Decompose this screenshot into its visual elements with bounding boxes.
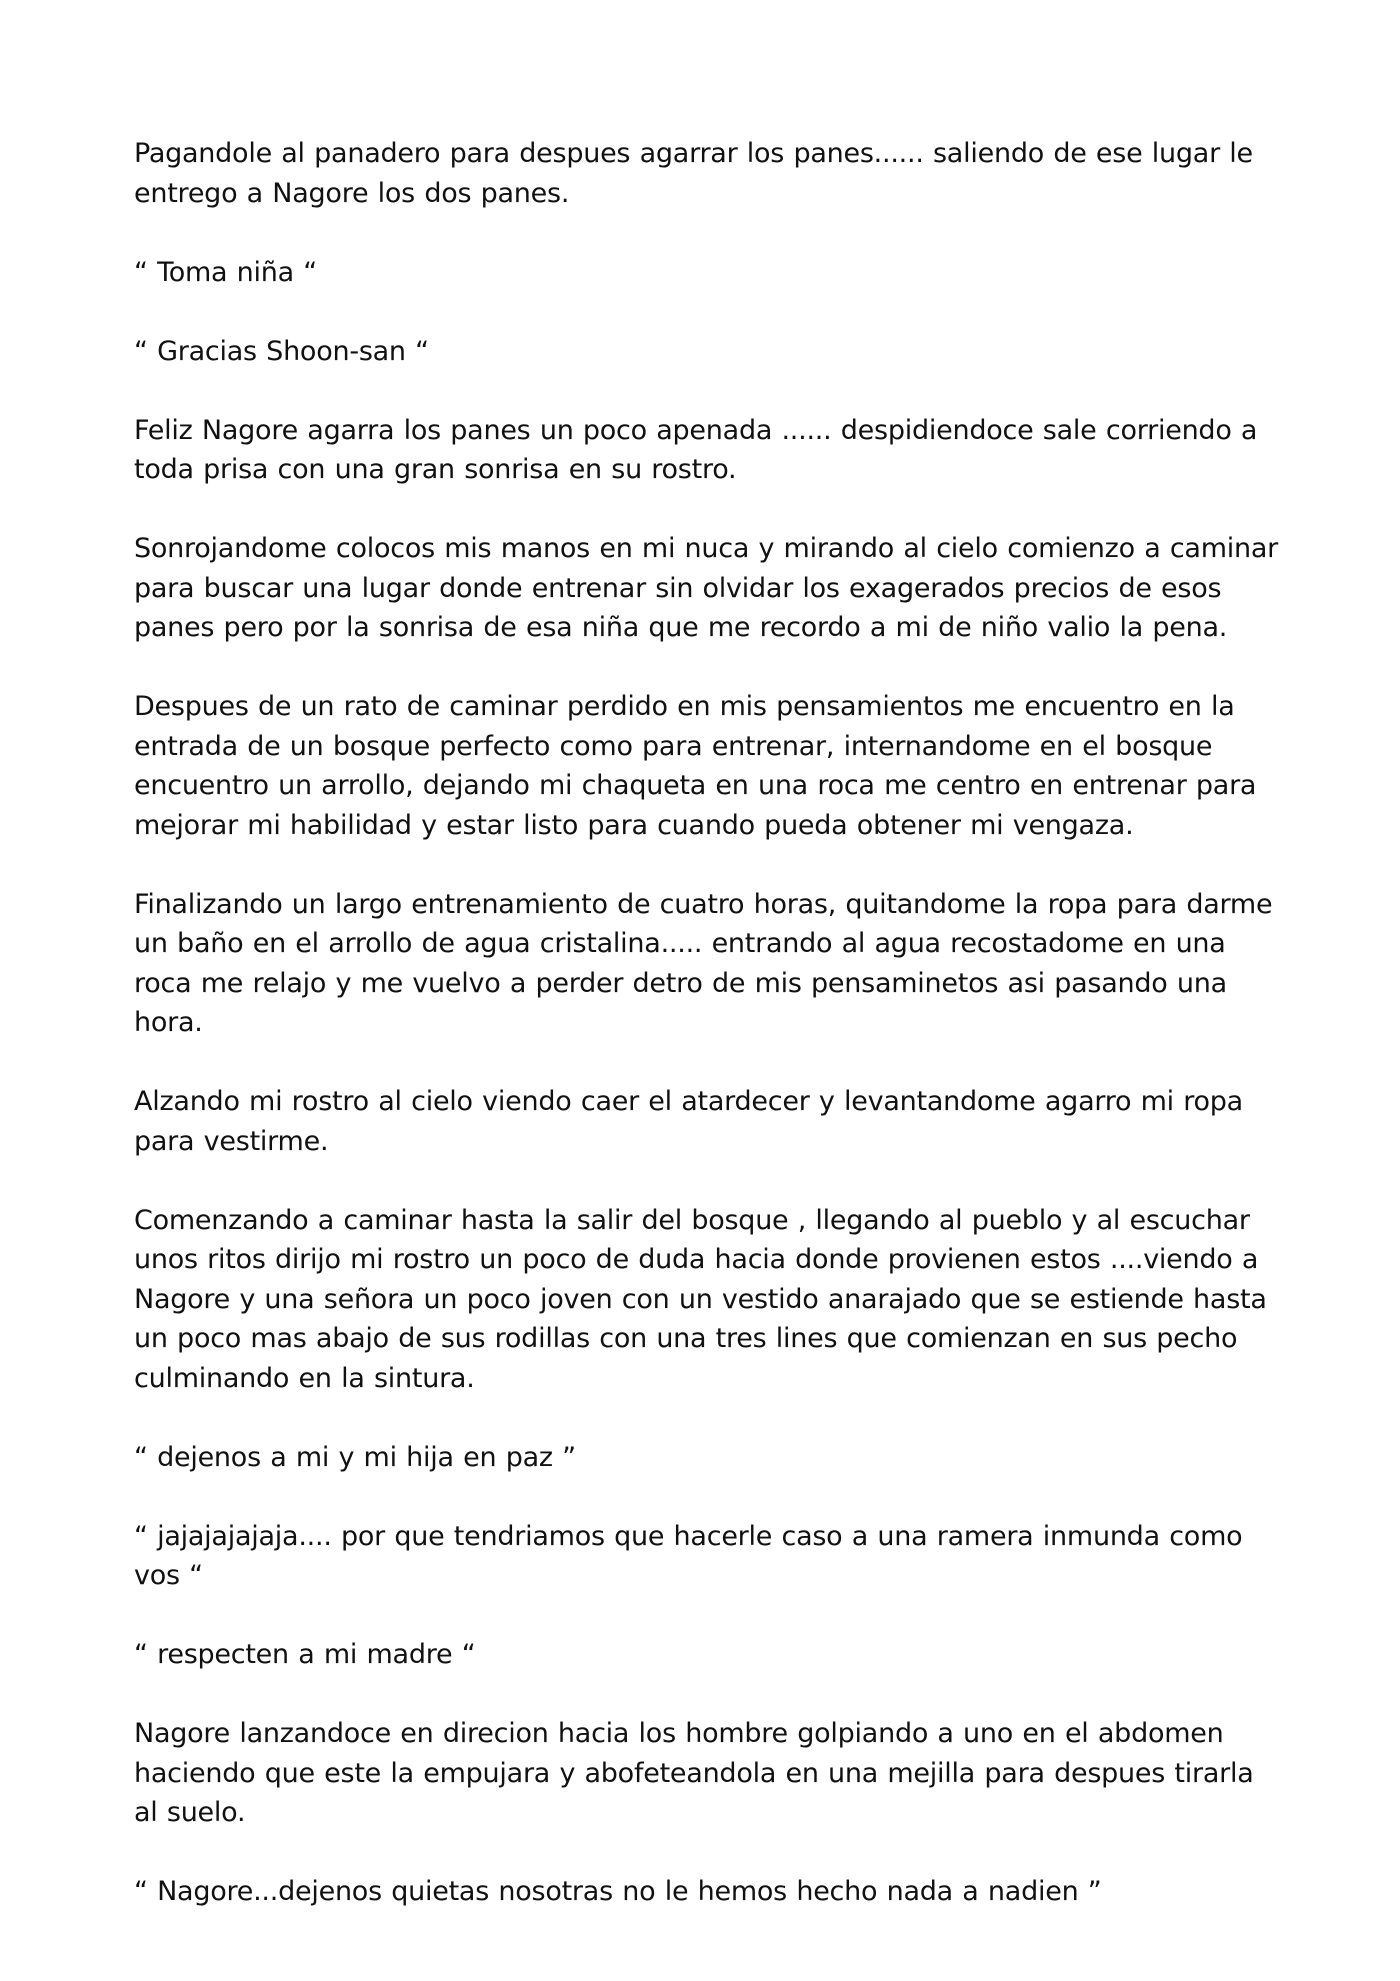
paragraph-narration: Comenzando a caminar hasta la salir del bosque , llegando al pueblo y al escuchar unos ritos dirijo mi rostro un poco de duda hacia donde provienen estos ....viendo a Nagore y una señora un poco joven con un vestido anarajado que se estiende hasta un poco mas abajo de sus rodillas con una tres lines que comienzan en sus pecho culminando en la sintura. [134,1204,1267,1394]
paragraph-narration: Alzando mi rostro al cielo viendo caer el atardecer y levantandome agarro mi ropa para vestirme. [134,1086,1243,1157]
paragraph-narration: Despues de un rato de caminar perdido en mis pensamientos me encuentro en la entrada de un bosque perfecto como para entrenar, internandome en el bosque encuentro un arrollo, dejando mi chaqueta en una roca me centro en entrenar para mejorar mi habilidad y estar listo para cuando pueda obtener mi vengaza. [134,691,1257,841]
story-text [134,134,1284,1951]
paragraph-narration: Feliz Nagore agarra los panes un poco apenada ...... despidiendoce sale corriendo a toda prisa con una gran sonrisa en su rostro. [134,414,1258,485]
paragraph-narration: Sonrojandome colocos mis manos en mi nuca y mirando al cielo comienzo a caminar para buscar una lugar donde entrenar sin olvidar los exagerados precios de esos panes pero por la sonrisa de esa niña que me recordo a mi de niño valio la pena. [134,533,1279,643]
paragraph-dialogue: “ dejenos a mi y mi hija en paz ” [134,1441,576,1473]
paragraph-narration: Nagore lanzandoce en direcion hacia los hombre golpiando a uno en el abdomen haciendo que este la empujara y abofeteandola en una mejilla para despues tirarla al suelo. [134,1718,1254,1828]
paragraph-dialogue: “ jajajajajaja.... por que tendriamos que hacerle caso a una ramera inmunda como vos “ [134,1520,1252,1591]
paragraph-dialogue: “ Toma niña “ [134,256,318,288]
paragraph-dialogue: “ Gracias Shoon-san “ [134,335,429,367]
paragraph-dialogue: “ respecten a mi madre “ [134,1639,476,1670]
paragraph-narration: Finalizando un largo entrenamiento de cuatro horas, quitandome la ropa para darme un baño en el arrollo de agua cristalina..... entrando al agua recostadome en una roca me relajo y me vuelvo a perder detro de mis pensaminetos asi pasando una hora. [134,888,1273,1038]
paragraph-narration: Pagandole al panadero para despues agarrar los panes...... saliendo de ese lugar le entrego a Nagore los dos panes. [134,138,1253,209]
paragraph-dialogue: “ Nagore...dejenos quietas nosotras no le hemos hecho nada a nadien ” [134,1876,1102,1907]
